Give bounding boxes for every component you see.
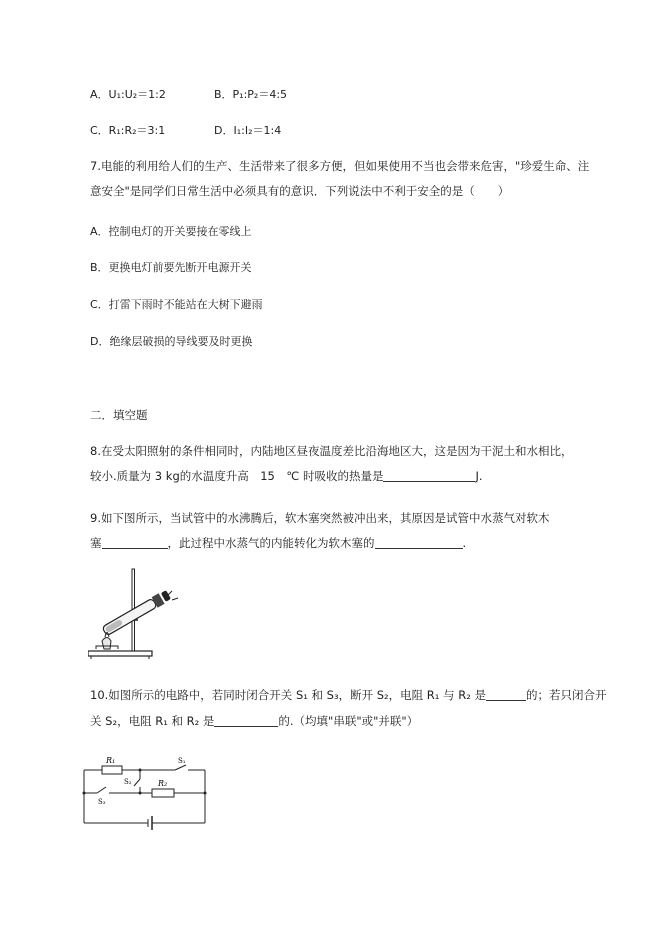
q9-text-b: ，此过程中水蒸气的内能转化为软木塞的 <box>167 536 375 550</box>
q10-stem-line1 <box>90 687 606 703</box>
q7-option-c: C．打雷下雨时不能站在大树下避雨 <box>90 298 263 311</box>
q7-stem-line1: 7.电能的利用给人们的生产、生活带来了很多方便，但如果使用不当也会带来危害，"珍爱生命、注 <box>90 159 590 173</box>
q6-option-c: C．R₁:R₂＝3:1 <box>90 124 166 137</box>
q6-option-b: B．P₁:P₂＝4:5 <box>214 88 288 101</box>
q10-answer-blank-2[interactable] <box>214 714 278 727</box>
circuit-diagram-figure <box>80 752 220 832</box>
q9-answer-blank-1[interactable] <box>102 536 168 549</box>
q10-stem-line2 <box>90 713 418 729</box>
q9-stem-line1: 9.如下图所示，当试管中的水沸腾后，软木塞突然被冲出来，其原因是试管中水蒸气对软木 <box>90 511 550 525</box>
circuit-label-r2: R₂ <box>158 779 168 788</box>
q9-stem-line2 <box>90 535 466 551</box>
q8-answer-blank[interactable] <box>383 469 475 482</box>
circuit-label-s3: S₃ <box>98 798 106 806</box>
q10-text-b: 的；若只闭合开 <box>525 688 607 702</box>
q9-answer-blank-2[interactable] <box>375 536 463 549</box>
circuit-label-s1: S₁ <box>178 757 186 765</box>
q9-text-a: 塞 <box>90 536 102 550</box>
q10-text-a: 10.如图所示的电路中，若同时闭合开关 S₁ 和 S₃，断开 S₂，电阻 R₁ 与 R₂ 是 <box>90 688 486 702</box>
q8-text-a: 较小.质量为 3 kg的水温度升高 15 ℃ 时吸收的热量是 <box>90 469 384 483</box>
q6-option-d: D．I₁:I₂＝1:4 <box>214 124 282 137</box>
q8-stem-line1: 8.在受太阳照射的条件相同时，内陆地区昼夜温度差比沿海地区大，这是因为干泥土和水相比， <box>90 444 573 458</box>
q10-text-d: 的.（均填"串联"或"并联"） <box>278 714 419 728</box>
q8-text-b: J. <box>475 469 483 483</box>
circuit-label-s2: S₂ <box>124 778 132 786</box>
q8-stem-line2 <box>90 468 483 484</box>
section-title: 二．填空题 <box>90 408 148 422</box>
q7-stem-line2: 意安全"是同学们日常生活中必须具有的意识．下列说法中不利于安全的是（ ） <box>90 184 510 198</box>
q10-text-c: 关 S₂，电阻 R₁ 和 R₂ 是 <box>90 714 215 728</box>
q7-option-b: B．更换电灯前要先断开电源开关 <box>90 261 252 274</box>
test-tube-apparatus-figure <box>88 565 188 665</box>
q10-answer-blank-1[interactable] <box>486 688 526 701</box>
q6-option-a: A．U₁:U₂＝1:2 <box>90 88 166 101</box>
q7-option-a: A．控制电灯的开关要接在零线上 <box>90 225 252 238</box>
q7-option-d: D．绝缘层破损的导线要及时更换 <box>90 335 253 348</box>
circuit-label-r1: R₁ <box>106 756 116 765</box>
q9-text-c: . <box>462 536 467 550</box>
